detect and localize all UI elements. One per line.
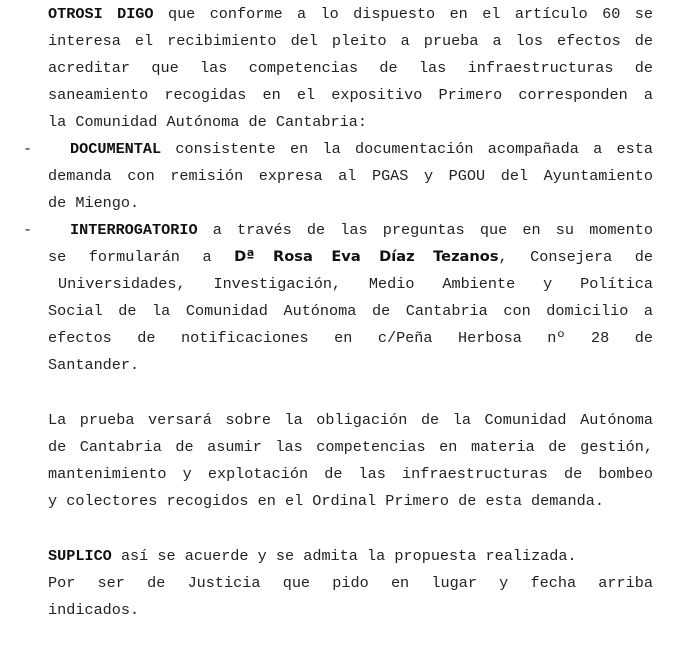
interrogatorio-line-5: efectos de notificaciones en c/Peña Herbosa nº 28 de [48, 329, 653, 347]
interrogatorio-person-name: Dª Rosa Eva Díaz Tezanos [234, 248, 499, 265]
interrogatorio-line-1 [48, 219, 653, 241]
otrosi-line-3: acreditar que las competencias de las infraestructuras de [48, 59, 653, 77]
interrogatorio-line-3 [48, 273, 653, 295]
interrogatorio-line-2-pre: se formularán a [48, 248, 212, 266]
documental-heading: DOCUMENTAL [70, 140, 162, 158]
interrogatorio-line-2-post: , Consejera de [498, 248, 653, 266]
documental-line-2: demanda con remisión expresa al PGAS y PGOU del Ayuntamiento [48, 167, 653, 185]
suplico-line-1-text: así se acuerde y se admita la propuesta realizada. [120, 547, 577, 565]
otrosi-line-5: la Comunidad Autónoma de Cantabria: [48, 113, 367, 131]
prueba-line-2: de Cantabria de asumir las competencias en materia de gestión, [48, 438, 653, 456]
documental-line-1 [48, 138, 653, 160]
documental-bullet: - [23, 140, 33, 158]
suplico-line-3: indicados. [48, 601, 140, 619]
otrosi-line-1 [48, 3, 653, 25]
documental-line-1-text: consistente en la documentación acompañada a esta [175, 140, 653, 158]
otrosi-heading: OTROSI DIGO [48, 5, 154, 23]
otrosi-line-2: interesa el recibimiento del pleito a prueba a los efectos de [48, 32, 653, 50]
otrosi-line-1-text: que conforme a lo dispuesto en el artículo 60 se [167, 5, 653, 23]
interrogatorio-line-1-text: a través de las preguntas que en su momento [212, 221, 653, 239]
otrosi-line-4: saneamiento recogidas en el expositivo Primero corresponden a [48, 86, 653, 104]
prueba-line-1: La prueba versará sobre la obligación de la Comunidad Autónoma [48, 411, 653, 429]
interrogatorio-line-2 [48, 246, 653, 268]
interrogatorio-line-4: Social de la Comunidad Autónoma de Cantabria con domicilio a [48, 302, 653, 320]
interrogatorio-line-3-text: Universidades, Investigación, Medio Ambiente y Política [58, 275, 653, 293]
prueba-line-4: y colectores recogidos en el Ordinal Primero de esta demanda. [48, 492, 604, 510]
suplico-heading: SUPLICO [48, 547, 112, 565]
interrogatorio-heading: INTERROGATORIO [70, 221, 198, 239]
documental-line-3: de Miengo. [48, 194, 140, 212]
interrogatorio-line-6: Santander. [48, 356, 140, 374]
interrogatorio-bullet: - [23, 221, 33, 239]
prueba-line-3: mantenimiento y explotación de las infraestructuras de bombeo [48, 465, 653, 483]
suplico-line-1 [48, 545, 653, 567]
suplico-line-2: Por ser de Justicia que pido en lugar y fecha arriba [48, 574, 653, 592]
